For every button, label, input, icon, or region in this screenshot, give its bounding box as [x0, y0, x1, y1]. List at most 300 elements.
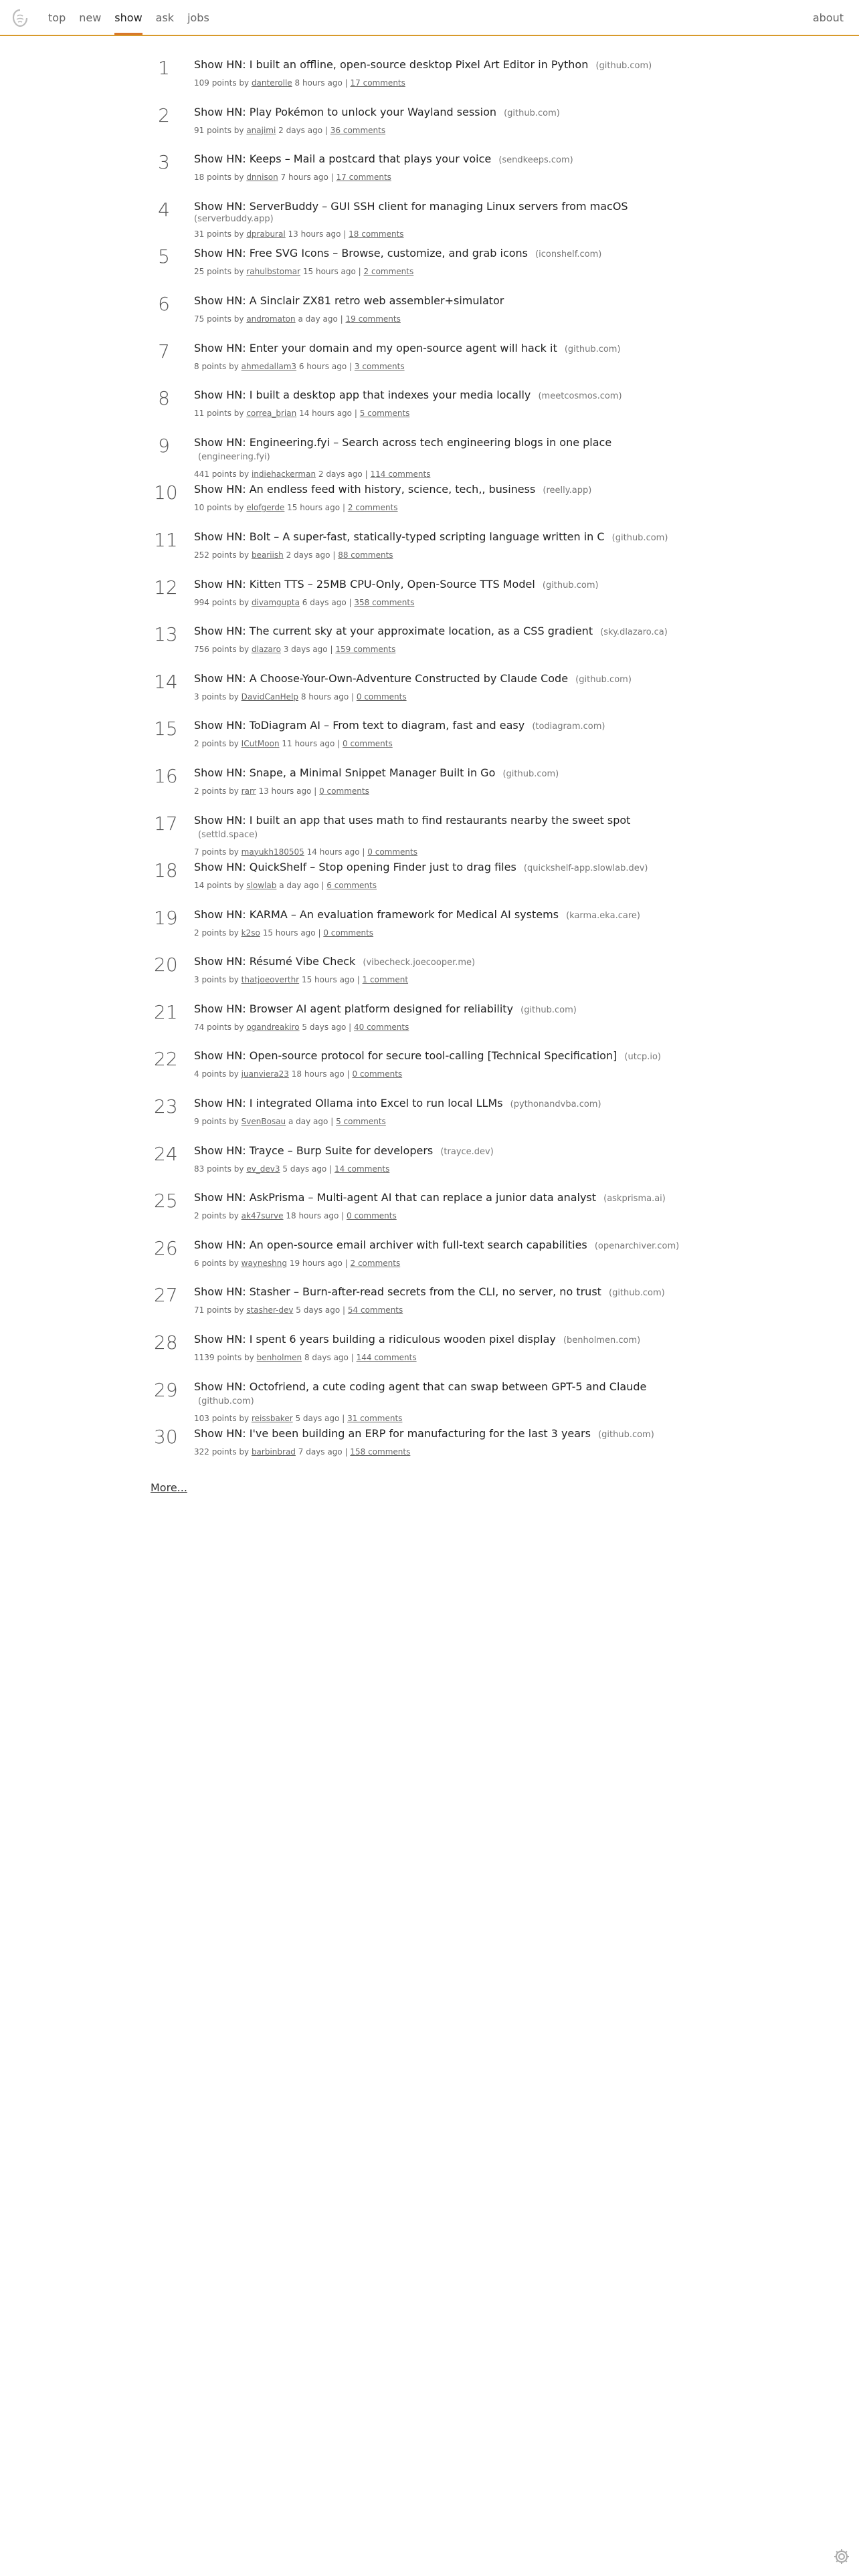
story-item	[154, 1000, 756, 1048]
story-comments-link[interactable]: 40 comments	[354, 1022, 409, 1032]
story-title-link[interactable]: Show HN: Bolt – A super-fast, statically-typed scripting language written in C	[194, 530, 605, 543]
story-item	[154, 1047, 756, 1095]
story-age: 5 days ago	[282, 1164, 327, 1174]
story-points: 10 points by	[194, 503, 244, 513]
story-meta	[194, 125, 689, 136]
story-content	[194, 436, 689, 479]
story-item	[154, 198, 756, 245]
top-header	[0, 0, 859, 36]
story-comments-link[interactable]: 358 comments	[354, 597, 415, 607]
story-title-link[interactable]: Show HN: Browser AI agent platform designed for reliability	[194, 1002, 514, 1015]
story-meta	[194, 502, 689, 513]
story-comments-link[interactable]: 31 comments	[347, 1413, 403, 1423]
story-domain[interactable]: (askprisma.ai)	[603, 1194, 666, 1204]
story-age: 15 hours ago	[262, 928, 316, 938]
story-title-link[interactable]: Show HN: I built a desktop app that indexes your media locally	[194, 389, 531, 402]
story-user-link[interactable]: andromaton	[246, 314, 296, 324]
story-domain[interactable]: (pythonandvba.com)	[510, 1099, 601, 1110]
story-rank: 19	[154, 906, 178, 929]
story-user-link[interactable]: dlazaro	[251, 645, 281, 655]
story-content	[194, 1191, 689, 1221]
story-item	[154, 906, 756, 954]
story-user-link[interactable]: ahmedallam3	[241, 361, 297, 371]
story-title-line	[194, 1049, 689, 1064]
story-title-link[interactable]: Show HN: Snape, a Minimal Snippet Manager Built in Go	[194, 766, 496, 779]
story-points: 31 points by	[194, 229, 244, 239]
story-user-link[interactable]: DavidCanHelp	[241, 691, 299, 702]
story-domain[interactable]: (settld.space)	[198, 829, 258, 840]
story-domain[interactable]: (github.com)	[564, 344, 621, 354]
meta-separator: |	[340, 314, 343, 324]
story-title-link[interactable]: Show HN: I've been building an ERP for manufacturing for the last 3 years	[194, 1427, 591, 1440]
story-item	[154, 1283, 756, 1331]
story-points: 441 points by	[194, 469, 250, 479]
story-user-link[interactable]: slowlab	[246, 881, 277, 891]
story-title-link[interactable]: Show HN: An open-source email archiver with full-text search capabilities	[194, 1238, 587, 1251]
main-nav	[48, 11, 209, 35]
story-age: 5 days ago	[302, 1022, 347, 1032]
story-user-link[interactable]: thatjoeoverthr	[241, 975, 300, 985]
meta-separator: |	[347, 1069, 350, 1079]
story-item	[154, 953, 756, 1000]
story-content	[194, 625, 689, 655]
meta-separator: |	[337, 739, 341, 749]
story-title-link[interactable]: Show HN: Trayce – Burp Suite for developers	[194, 1144, 434, 1157]
story-title-link[interactable]: Show HN: Enter your domain and my open-source agent will hack it	[194, 341, 557, 354]
meta-separator: |	[349, 1022, 352, 1032]
story-domain[interactable]: (sky.dlazaro.ca)	[600, 627, 668, 638]
meta-separator: |	[343, 229, 347, 239]
story-comments-link[interactable]: 0 comments	[323, 928, 374, 938]
story-domain[interactable]: (utcp.io)	[624, 1052, 661, 1063]
story-comments-link[interactable]: 158 comments	[350, 1447, 411, 1457]
story-meta	[194, 1116, 689, 1127]
story-content	[194, 200, 689, 239]
story-meta	[194, 172, 689, 183]
story-domain[interactable]: (trayce.dev)	[440, 1146, 494, 1157]
story-points: 11 points by	[194, 409, 244, 419]
story-title-line	[194, 530, 689, 545]
story-user-link[interactable]: dnnison	[246, 173, 278, 183]
story-title-link[interactable]: Show HN: Kitten TTS – 25MB CPU-Only, Open-Source TTS Model	[194, 577, 535, 591]
story-title-link[interactable]: Show HN: ToDiagram AI – From text to diagram, fast and easy	[194, 719, 525, 732]
story-title-link[interactable]: Show HN: The current sky at your approximate location, as a CSS gradient	[194, 625, 593, 638]
story-title-line	[194, 436, 689, 464]
story-title-line	[194, 578, 689, 593]
story-user-link[interactable]: ak47surve	[241, 1211, 284, 1221]
story-points: 252 points by	[194, 550, 250, 560]
story-item	[154, 528, 756, 576]
story-item	[154, 623, 756, 670]
story-user-link[interactable]: elofgerde	[246, 503, 285, 513]
story-title-line	[194, 719, 689, 734]
meta-separator: |	[342, 503, 345, 513]
story-points: 91 points by	[194, 125, 244, 135]
nav-new[interactable]: new	[79, 11, 102, 24]
story-item	[154, 1425, 756, 1473]
story-age: 15 hours ago	[301, 975, 355, 985]
story-user-link[interactable]: beariish	[251, 550, 284, 560]
story-title-line	[194, 625, 689, 639]
meta-separator: |	[345, 1258, 348, 1268]
story-title-link[interactable]: Show HN: I spent 6 years building a ridiculous wooden pixel display	[194, 1333, 556, 1346]
story-rank: 20	[154, 954, 178, 976]
story-comments-link[interactable]: 159 comments	[335, 645, 396, 655]
story-comments-link[interactable]: 0 comments	[367, 847, 417, 857]
story-points: 994 points by	[194, 597, 250, 607]
story-points: 3 points by	[194, 975, 239, 985]
story-domain[interactable]: (reelly.app)	[543, 486, 592, 496]
story-comments-link[interactable]: 17 comments	[350, 78, 405, 88]
story-age: a day ago	[298, 314, 338, 324]
story-user-link[interactable]: wayneshng	[241, 1258, 288, 1268]
story-rank: 16	[154, 764, 178, 787]
story-content	[194, 389, 689, 419]
story-comments-link[interactable]: 88 comments	[338, 550, 393, 560]
story-item	[154, 245, 756, 292]
story-user-link[interactable]: rarr	[241, 786, 256, 796]
story-rank: 29	[154, 1378, 178, 1401]
story-age: 11 hours ago	[282, 739, 335, 749]
story-item	[154, 1378, 756, 1426]
story-item	[154, 1095, 756, 1142]
story-user-link[interactable]: anajimi	[246, 125, 276, 135]
story-user-link[interactable]: ogandreakiro	[246, 1022, 300, 1032]
story-title-link[interactable]: Show HN: Keeps – Mail a postcard that plays your voice	[194, 152, 492, 166]
story-comments-link[interactable]: 0 comments	[352, 1069, 403, 1079]
story-age: 13 hours ago	[288, 229, 341, 239]
story-domain[interactable]: (github.com)	[609, 1288, 665, 1299]
meta-separator: |	[330, 645, 333, 655]
story-content	[194, 1380, 689, 1424]
story-rank: 27	[154, 1284, 178, 1307]
story-age: 2 days ago	[318, 469, 363, 479]
story-age: 14 hours ago	[306, 847, 360, 857]
story-rank: 8	[158, 387, 170, 410]
story-item	[154, 434, 756, 481]
story-domain[interactable]: (todiagram.com)	[532, 722, 605, 732]
story-comments-link[interactable]: 3 comments	[354, 361, 405, 371]
story-meta	[194, 597, 689, 608]
story-domain[interactable]: (github.com)	[502, 768, 559, 779]
story-comments-link[interactable]: 114 comments	[370, 469, 431, 479]
story-title-link[interactable]: Show HN: A Sinclair ZX81 retro web assembler+simulator	[194, 294, 504, 307]
nav-jobs[interactable]: jobs	[187, 11, 209, 24]
story-comments-link[interactable]: 19 comments	[345, 314, 401, 324]
story-title-line	[194, 1333, 689, 1348]
meta-separator: |	[351, 691, 355, 702]
story-age: 15 hours ago	[287, 503, 341, 513]
story-title-link[interactable]: Show HN: KARMA – An evaluation framework for Medical AI systems	[194, 907, 559, 921]
meta-separator: |	[362, 847, 365, 857]
story-domain[interactable]: (engineering.fyi)	[198, 451, 270, 462]
story-title-line	[194, 389, 689, 403]
story-content	[194, 1239, 689, 1269]
meta-separator: |	[365, 469, 368, 479]
story-user-link[interactable]: danterolle	[251, 78, 292, 88]
story-item	[154, 1331, 756, 1378]
story-title-link[interactable]: Show HN: A Choose-Your-Own-Adventure Constructed by Claude Code	[194, 671, 569, 685]
story-meta	[194, 1258, 689, 1269]
story-title-line	[194, 1191, 689, 1206]
meta-separator: |	[342, 1413, 345, 1423]
story-meta	[194, 1164, 689, 1174]
story-user-link[interactable]: correa_brian	[246, 409, 297, 419]
story-comments-link[interactable]: 1 comment	[362, 975, 409, 985]
story-domain[interactable]: (github.com)	[611, 532, 668, 543]
nav-show[interactable]: show	[114, 11, 142, 35]
story-title-line	[194, 58, 689, 73]
story-content	[194, 342, 689, 372]
story-domain[interactable]: (serverbuddy.app)	[194, 213, 274, 224]
story-meta	[194, 691, 689, 702]
meta-separator: |	[351, 1353, 354, 1363]
story-rank: 28	[154, 1331, 178, 1354]
story-age: 5 days ago	[295, 1413, 340, 1423]
story-domain[interactable]: (benholmen.com)	[563, 1335, 641, 1346]
story-item	[154, 56, 756, 104]
story-comments-link[interactable]: 2 comments	[363, 267, 414, 277]
story-title-line	[194, 672, 689, 687]
story-content	[194, 578, 689, 608]
story-points: 103 points by	[194, 1413, 250, 1423]
story-meta	[194, 266, 689, 277]
story-title-link[interactable]: Show HN: Open-source protocol for secure tool-calling [Technical Specification]	[194, 1049, 617, 1063]
meta-separator: |	[345, 1447, 348, 1457]
story-rank: 9	[158, 434, 170, 457]
story-title-line	[194, 342, 689, 356]
story-title-link[interactable]: Show HN: I integrated Ollama into Excel to run local LLMs	[194, 1097, 503, 1110]
story-rank: 14	[154, 670, 178, 693]
story-points: 25 points by	[194, 267, 244, 277]
meta-separator: |	[349, 597, 352, 607]
story-comments-link[interactable]: 54 comments	[347, 1305, 403, 1315]
story-points: 74 points by	[194, 1022, 244, 1032]
nav-top[interactable]: top	[48, 11, 66, 24]
story-rank: 22	[154, 1048, 178, 1071]
story-comments-link[interactable]: 17 comments	[336, 173, 391, 183]
story-title-link[interactable]: Show HN: Stasher – Burn-after-read secrets from the CLI, no server, no trust	[194, 1285, 601, 1299]
meta-separator: |	[329, 1164, 332, 1174]
story-user-link[interactable]: dprabural	[246, 229, 286, 239]
story-user-link[interactable]: ICutMoon	[241, 739, 280, 749]
story-title-line	[194, 908, 689, 923]
story-title-line	[194, 1427, 689, 1442]
story-comments-link[interactable]: 6 comments	[326, 881, 377, 891]
story-user-link[interactable]: stasher-dev	[246, 1305, 294, 1315]
story-domain[interactable]: (vibecheck.joecooper.me)	[363, 958, 476, 968]
story-points: 2 points by	[194, 928, 239, 938]
story-content	[194, 766, 689, 796]
story-rank: 21	[154, 1000, 178, 1023]
story-title-line	[194, 106, 689, 120]
story-domain[interactable]: (github.com)	[598, 1430, 654, 1440]
story-rank: 30	[154, 1426, 178, 1448]
story-points: 71 points by	[194, 1305, 244, 1315]
story-item	[154, 292, 756, 340]
story-age: 6 hours ago	[298, 361, 347, 371]
story-comments-link[interactable]: 2 comments	[350, 1258, 401, 1268]
story-user-link[interactable]: divamgupta	[251, 597, 300, 607]
story-user-link[interactable]: mayukh180505	[241, 847, 304, 857]
story-age: 8 hours ago	[300, 691, 349, 702]
story-item	[154, 764, 756, 812]
story-title-link[interactable]: Show HN: An endless feed with history, science, tech,, business	[194, 483, 536, 496]
story-points: 3 points by	[194, 691, 239, 702]
story-comments-link[interactable]: 144 comments	[356, 1353, 417, 1363]
story-title-line	[194, 1239, 689, 1253]
meta-separator: |	[321, 881, 324, 891]
hn-logo-icon[interactable]	[11, 9, 29, 27]
story-item	[154, 576, 756, 623]
story-rank: 4	[158, 198, 170, 221]
story-title-link[interactable]: Show HN: QuickShelf – Stop opening Finder just to drag files	[194, 861, 516, 874]
story-user-link[interactable]: barbinbrad	[251, 1447, 296, 1457]
story-rank: 11	[154, 528, 178, 551]
story-points: 322 points by	[194, 1447, 250, 1457]
story-user-link[interactable]: benholmen	[256, 1353, 302, 1363]
story-comments-link[interactable]: 0 comments	[343, 739, 393, 749]
meta-separator: |	[330, 1117, 334, 1127]
story-comments-link[interactable]: 18 comments	[349, 229, 404, 239]
story-item	[154, 1142, 756, 1190]
story-comments-link[interactable]: 0 comments	[319, 786, 369, 796]
story-rank: 7	[158, 340, 170, 362]
story-user-link[interactable]: rahulbstomar	[246, 267, 301, 277]
meta-separator: |	[314, 786, 317, 796]
story-user-link[interactable]: ev_dev3	[246, 1164, 280, 1174]
story-meta	[194, 880, 689, 891]
story-title-link[interactable]: Show HN: ServerBuddy – GUI SSH client for managing Linux servers from macOS	[194, 199, 628, 213]
story-rank: 12	[154, 576, 178, 599]
story-meta	[194, 1069, 689, 1079]
story-item	[154, 150, 756, 198]
story-title-link[interactable]: Show HN: I built an offline, open-source desktop Pixel Art Editor in Python	[194, 58, 589, 71]
story-domain[interactable]: (github.com)	[504, 108, 560, 118]
story-rank: 1	[158, 57, 170, 79]
story-domain[interactable]: (github.com)	[595, 61, 652, 71]
story-age: 15 hours ago	[302, 267, 356, 277]
meta-separator: |	[318, 928, 321, 938]
nav-ask[interactable]: ask	[155, 11, 175, 24]
story-user-link[interactable]: indiehackerman	[251, 469, 316, 479]
story-rank: 13	[154, 623, 178, 646]
story-title-link[interactable]: Show HN: Engineering.fyi – Search across tech engineering blogs in one place	[194, 435, 612, 449]
meta-separator: |	[343, 1305, 346, 1315]
story-title-line	[194, 766, 689, 781]
story-domain[interactable]: (github.com)	[198, 1396, 254, 1406]
story-rank: 6	[158, 292, 170, 315]
story-meta	[194, 786, 689, 796]
story-comments-link[interactable]: 0 comments	[356, 691, 407, 702]
story-title-line	[194, 1002, 689, 1017]
story-meta	[194, 408, 689, 419]
story-comments-link[interactable]: 5 comments	[336, 1117, 386, 1127]
story-meta	[194, 78, 689, 88]
story-title-link[interactable]: Show HN: Free SVG Icons – Browse, customize, and grab icons	[194, 247, 528, 260]
story-comments-link[interactable]: 5 comments	[359, 409, 410, 419]
story-title-line	[194, 861, 689, 875]
story-item	[154, 859, 756, 906]
story-domain[interactable]: (sendkeeps.com)	[498, 155, 573, 166]
gear-icon[interactable]	[833, 2548, 850, 2565]
more-link[interactable]: More...	[151, 1481, 187, 1494]
story-content	[194, 1097, 689, 1127]
story-title-line	[194, 294, 689, 309]
story-domain[interactable]: (github.com)	[520, 1004, 577, 1015]
story-points: 1139 points by	[194, 1353, 254, 1363]
story-title-line	[194, 1380, 689, 1408]
story-content	[194, 1285, 689, 1315]
story-age: 3 days ago	[283, 645, 328, 655]
story-points: 2 points by	[194, 786, 239, 796]
story-content	[194, 861, 689, 891]
story-comments-link[interactable]: 0 comments	[347, 1211, 397, 1221]
story-title-line	[194, 1097, 689, 1111]
story-comments-link[interactable]: 2 comments	[347, 503, 398, 513]
story-meta	[194, 314, 689, 324]
story-meta	[194, 1305, 689, 1315]
story-title-line	[194, 955, 689, 970]
story-title-link[interactable]: Show HN: I built an app that uses math to find restaurants nearby the sweet spot	[194, 813, 631, 827]
story-domain[interactable]: (quickshelf-app.slowlab.dev)	[523, 863, 648, 874]
story-content	[194, 483, 689, 513]
story-rank: 15	[154, 718, 178, 740]
about-link[interactable]: about	[812, 11, 844, 24]
story-age: 8 hours ago	[294, 78, 343, 88]
story-meta	[194, 1446, 689, 1457]
story-content	[194, 719, 689, 749]
story-domain[interactable]: (github.com)	[542, 580, 599, 591]
story-points: 6 points by	[194, 1258, 239, 1268]
story-user-link[interactable]: reissbaker	[251, 1413, 293, 1423]
story-domain[interactable]: (meetcosmos.com)	[538, 391, 622, 402]
story-content	[194, 58, 689, 88]
story-meta	[194, 550, 689, 560]
story-meta	[194, 1413, 689, 1424]
story-title-link[interactable]: Show HN: Octofriend, a cute coding agent that can swap between GPT-5 and Claude	[194, 1380, 647, 1393]
story-points: 2 points by	[194, 1211, 239, 1221]
story-title-link[interactable]: Show HN: Résumé Vibe Check	[194, 955, 356, 968]
story-title-line	[194, 152, 689, 167]
story-age: 2 days ago	[278, 125, 323, 135]
story-comments-link[interactable]: 14 comments	[334, 1164, 390, 1174]
story-domain[interactable]: (karma.eka.care)	[566, 910, 640, 921]
story-age: a day ago	[279, 881, 319, 891]
story-user-link[interactable]: k2so	[241, 928, 260, 938]
story-domain[interactable]: (openarchiver.com)	[594, 1241, 680, 1251]
story-user-link[interactable]: SvenBosau	[241, 1117, 286, 1127]
story-age: 6 days ago	[302, 597, 347, 607]
story-title-link[interactable]: Show HN: AskPrisma – Multi-agent AI that can replace a junior data analyst	[194, 1191, 597, 1204]
story-meta	[194, 1210, 689, 1221]
story-comments-link[interactable]: 36 comments	[330, 125, 386, 135]
story-rank: 23	[154, 1095, 178, 1118]
story-item	[154, 670, 756, 718]
story-points: 83 points by	[194, 1164, 244, 1174]
story-meta	[194, 928, 689, 938]
story-rank: 10	[154, 481, 178, 504]
story-age: 7 hours ago	[280, 173, 328, 183]
story-meta	[194, 847, 689, 857]
story-title-link[interactable]: Show HN: Play Pokémon to unlock your Wayland session	[194, 105, 496, 118]
story-user-link[interactable]: juanviera23	[241, 1069, 289, 1079]
story-content	[194, 1427, 689, 1457]
story-domain[interactable]: (iconshelf.com)	[535, 249, 602, 260]
story-list	[154, 56, 756, 1473]
story-domain[interactable]: (github.com)	[575, 674, 632, 685]
story-content	[194, 106, 689, 136]
